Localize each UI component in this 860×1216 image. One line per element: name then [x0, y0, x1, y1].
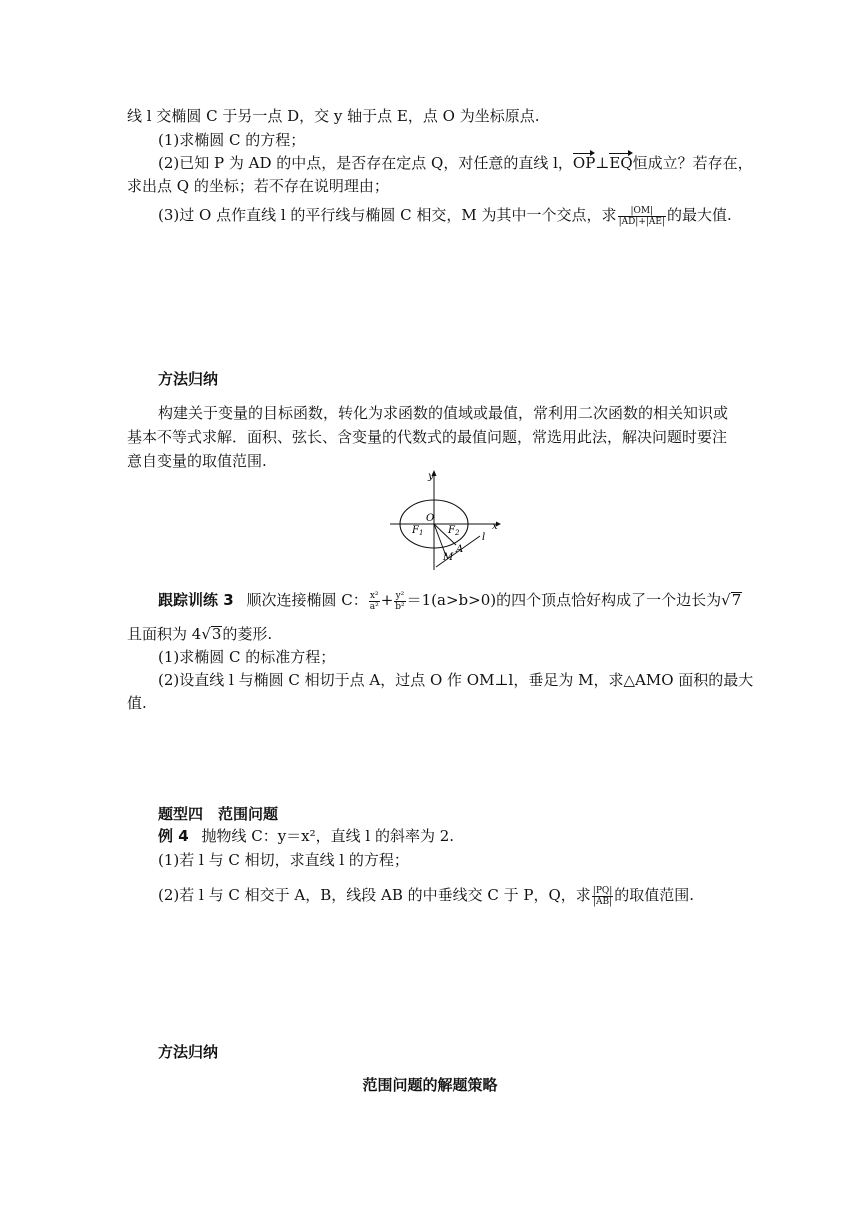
- problem3-q1: (1)求椭圆 C 的方程；: [158, 131, 306, 149]
- fraction-numerator: y²: [395, 590, 405, 601]
- perp-symbol: ⊥: [595, 154, 610, 172]
- method2-center-title: 范围问题的解题策略: [362, 1076, 498, 1094]
- example4-q1: (1)若 l 与 C 相切，求直线 l 的方程；: [158, 851, 409, 869]
- ellipse-figure: [388, 466, 513, 576]
- fraction-om: [618, 206, 666, 227]
- plus-sign: +: [380, 591, 394, 609]
- exercise3-text-a: 顺次连接椭圆 C：: [246, 591, 368, 609]
- vector-eq: EQ: [609, 154, 633, 172]
- fraction-denominator: |AD|+|AE|: [618, 216, 666, 227]
- example4-q2: [158, 885, 694, 907]
- fraction-denominator: a²: [369, 601, 379, 612]
- exercise3-q2-line2: 值.: [127, 694, 147, 712]
- method1-paragraph-line2: 基本不等式求解．面积、弦长、含变量的代数式的最值问题，常选用此法，解决问题时要注: [127, 428, 728, 446]
- exercise3-line1: [158, 590, 742, 612]
- example4-line: [158, 826, 454, 846]
- example4-q2-text-b: 的取值范围.: [614, 886, 695, 904]
- label-x: x: [492, 521, 498, 532]
- vector-op: OP: [572, 154, 596, 172]
- problem3-q3-text-b: 的最大值.: [667, 206, 732, 224]
- problem3-q3: [158, 205, 732, 227]
- problem3-q2-text-a: (2)已知 P 为 AD 的中点，是否存在定点 Q，对任意的直线 l，: [158, 154, 573, 172]
- label-f1: $F_1$: [412, 525, 424, 537]
- exercise3-q2-line1: (2)设直线 l 与椭圆 C 相切于点 A，过点 O 作 OM⊥l，垂足为 M，求△AMO 面积的最大: [158, 671, 754, 689]
- fraction-numerator: x²: [369, 590, 379, 601]
- fraction-numerator: |PQ|: [592, 885, 613, 896]
- fraction-denominator: |AB|: [592, 896, 613, 907]
- label-a: A: [456, 544, 464, 555]
- fraction-y2-b2: [394, 591, 405, 612]
- label-o: O: [426, 513, 435, 524]
- exercise3-text-d: 的菱形.: [222, 625, 273, 643]
- type4-heading: 题型四 范围问题: [158, 805, 279, 823]
- sqrt-radicand: 3: [211, 625, 222, 643]
- method1-paragraph-line3: 意自变量的取值范围.: [127, 452, 267, 470]
- exercise3-title: 跟踪训练 3: [158, 591, 234, 609]
- example4-label: 例 4: [158, 827, 189, 845]
- method-heading-1: 方法归纳: [158, 370, 219, 388]
- method-heading-2: 方法归纳: [158, 1043, 219, 1061]
- example4-text: 抛物线 C：y＝x²，直线 l 的斜率为 2.: [201, 827, 455, 845]
- sqrt-symbol: √: [721, 591, 731, 609]
- problem3-q3-text-a: (3)过 O 点作直线 l 的平行线与椭圆 C 相交，M 为其中一个交点，求: [158, 206, 617, 224]
- fraction-numerator: |OM|: [618, 206, 666, 217]
- fraction-pq-ab: [592, 886, 614, 907]
- exercise3-text-c: 且面积为 4: [127, 625, 202, 643]
- fraction-x2-a2: [369, 591, 380, 612]
- label-f2: $F_2$: [448, 525, 460, 537]
- example4-q2-text-a: (2)若 l 与 C 相交于 A，B，线段 AB 的中垂线交 C 于 P，Q，求: [158, 886, 591, 904]
- sqrt-radicand: 7: [731, 591, 742, 609]
- label-m: M: [443, 552, 454, 563]
- label-y: y: [428, 471, 434, 482]
- fraction-denominator: b²: [395, 601, 405, 612]
- label-l: l: [482, 532, 486, 543]
- sqrt-symbol: √: [201, 625, 211, 643]
- exercise3-q1: (1)求椭圆 C 的标准方程；: [158, 648, 336, 666]
- method1-paragraph-line1: 构建关于变量的目标函数，转化为求函数的值域或最值，常利用二次函数的相关知识或: [158, 404, 729, 422]
- exercise3-text-b: ＝1(a>b>0)的四个顶点恰好构成了一个边长为: [406, 591, 722, 609]
- exercise3-line2: [127, 624, 272, 644]
- problem3-q2-line1: [158, 153, 753, 173]
- problem3-q2-line2: 求出点 Q 的坐标；若不存在说明理由；: [127, 177, 389, 195]
- problem3-line1: 线 l 交椭圆 C 于另一点 D，交 y 轴于点 E，点 O 为坐标原点.: [127, 107, 540, 125]
- problem3-q2-text-b: 恒成立？若存在，: [632, 154, 753, 172]
